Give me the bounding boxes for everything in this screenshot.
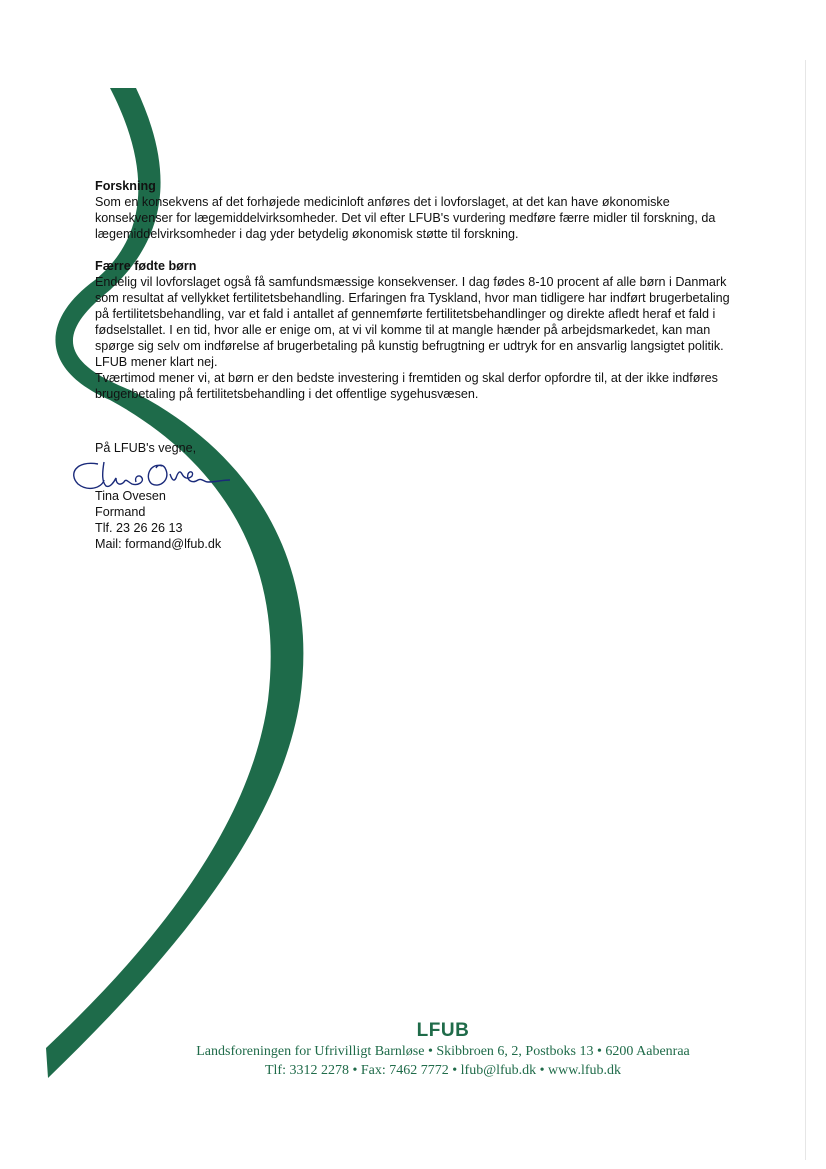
letterhead-footer: [0, 1020, 826, 1080]
signer-phone: Tlf. 23 26 26 13: [95, 521, 183, 535]
signer-title: Formand: [95, 505, 146, 519]
footer-address: Landsforeningen for Ufrivilligt Barnløse • Skibbroen 6, 2, Postboks 13 • 6200 Aabenraa: [196, 1044, 690, 1059]
handwritten-signature: [66, 452, 236, 502]
letter-body: [95, 178, 735, 402]
footer-title: LFUB: [416, 1020, 470, 1041]
section-body-faerre-fodte-born: Endelig vil lovforslaget også få samfundsmæssige konsekvenser. I dag fødes 8-10 procent af alle børn i Danmark som resultat af vellykket fertilitetsbehandling. Erfaringen fra Tyskland, hvor man tidligere har indført brugerbetaling på fertilitetsbehandling, var et fald i antallet af gennemførte fertilitetsbehandlinger og direkte afledt heraf et fald i fødselstallet. I en tid, hvor alle er enige om, at vi vil komme til at mangle hænder på arbejdsmarkedet, kan man spørge sig selv om indførelse af brugerbetaling på kunstig befrugtning er udtryk for en ansvarlig langsigtet politik. LFUB mener klart nej.: [95, 275, 730, 369]
footer-contact: Tlf: 3312 2278 • Fax: 7462 7772 • lfub@lfub.dk • www.lfub.dk: [264, 1063, 622, 1078]
section-body-forskning: Som en konsekvens af det forhøjede medicinloft anføres det i lovforslaget, at det kan have økonomiske konsekvenser for lægemiddelvirksomheder. Det vil efter LFUB's vurdering medføre færre midler til forskning, da lægemiddelvirksomheder i dag yder betydelig økonomisk støtte til forskning.: [95, 195, 716, 241]
section-heading-forskning: Forskning: [95, 179, 156, 193]
section-heading-faerre-fodte-born: Færre fødte børn: [95, 259, 197, 273]
signer-mail: Mail: formand@lfub.dk: [95, 537, 222, 551]
section-body-tvaertimod: Tværtimod mener vi, at børn er den bedste investering i fremtiden og skal derfor opfordre til, at der ikke indføres brugerbetaling på fertilitetsbehandling i det offentlige sygehusvæsen.: [95, 371, 718, 401]
signer-name: Tina Ovesen: [95, 489, 166, 503]
closing-line: På LFUB's vegne,: [95, 441, 197, 455]
